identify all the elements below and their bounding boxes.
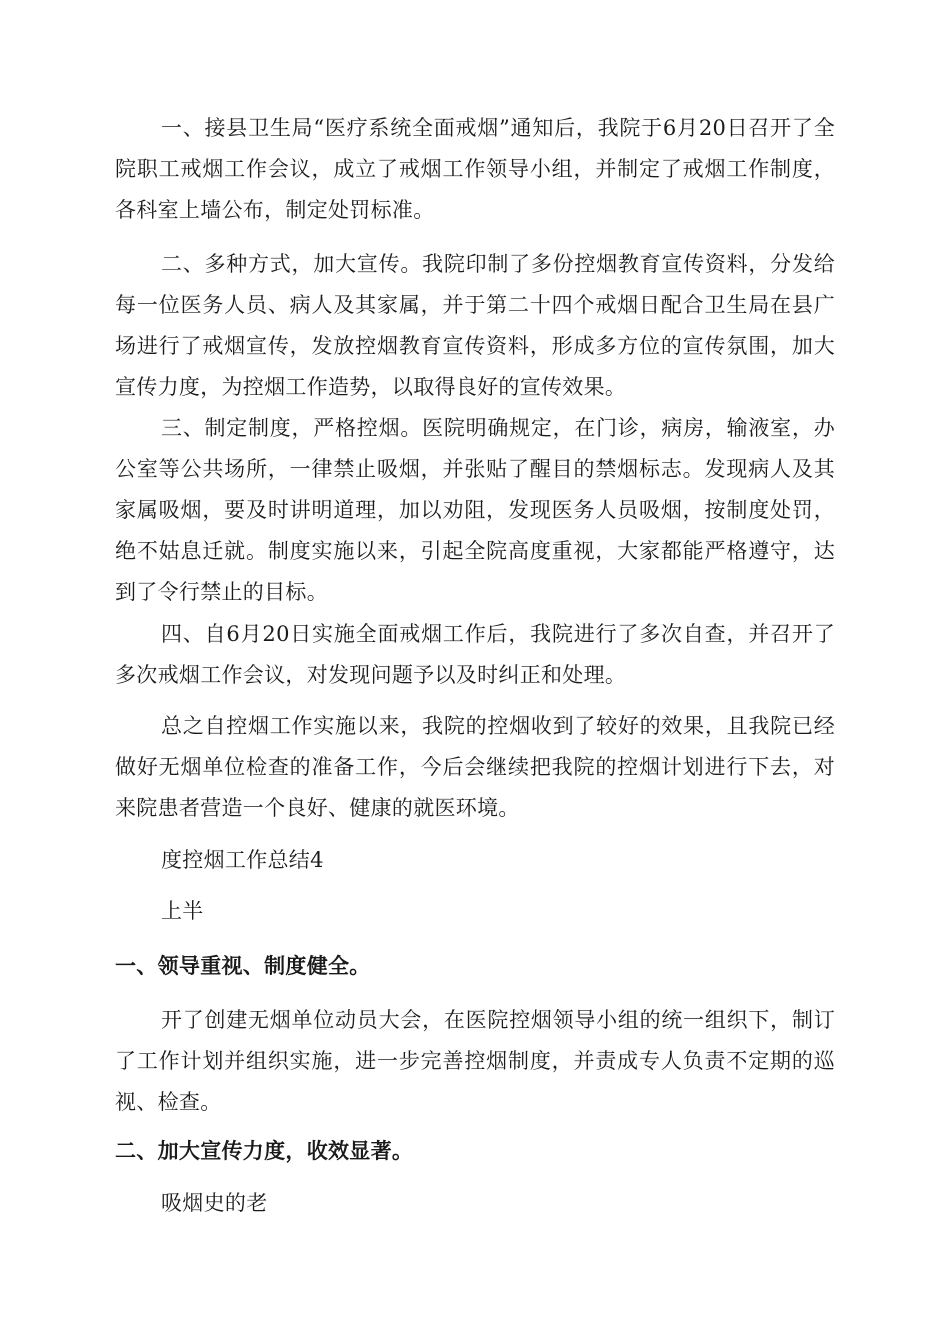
paragraph-2: 二、多种方式，加大宣传。我院印制了多份控烟教育宣传资料，分发给每一位医务人员、病人及其家属，并于第二十四个戒烟日配合卫生局在县广场进行了戒烟宣传，发放控烟教育宣传资料，形成多方位的宣传氛围，加大宣传力度，为控烟工作造势，以取得良好的宣传效果。: [115, 252, 835, 399]
paragraph-7: 上半: [161, 899, 204, 923]
paragraph-5: 总之自控烟工作实施以来，我院的控烟收到了较好的效果，且我院已经做好无烟单位检查的准备工作，今后会继续把我院的控烟计划进行下去，对来院患者营造一个良好、健康的就医环境。: [115, 714, 835, 820]
paragraph-4: 四、自6月20日实施全面戒烟工作后，我院进行了多次自查，并召开了多次戒烟工作会议，对发现问题予以及时纠正和处理。: [115, 622, 835, 687]
paragraph-6: 度控烟工作总结4: [161, 848, 324, 872]
paragraph-9: 吸烟史的老: [161, 1191, 268, 1215]
paragraph-8: 开了创建无烟单位动员大会，在医院控烟领导小组的统一组织下，制订了工作计划并组织实施，进一步完善控烟制度，并责成专人负责不定期的巡视、检查。: [115, 1008, 835, 1114]
paragraph-1: 一、接县卫生局“医疗系统全面戒烟”通知后，我院于6月20日召开了全院职工戒烟工作会议，成立了戒烟工作领导小组，并制定了戒烟工作制度，各科室上墙公布，制定处罚标准。: [115, 116, 835, 222]
section-heading-2: 二、加大宣传力度，收效显著。: [115, 1138, 414, 1163]
section-heading-1: 一、领导重视、制度健全。: [115, 953, 371, 978]
paragraph-3: 三、制定制度，严格控烟。医院明确规定，在门诊，病房，输液室，办公室等公共场所，一律禁止吸烟，并张贴了醒目的禁烟标志。发现病人及其家属吸烟，要及时讲明道理，加以劝阻，发现医务人员吸烟，按制度处罚，绝不姑息迁就。制度实施以来，引起全院高度重视，大家都能严格遵守，达到了令行禁止的目标。: [115, 416, 835, 604]
